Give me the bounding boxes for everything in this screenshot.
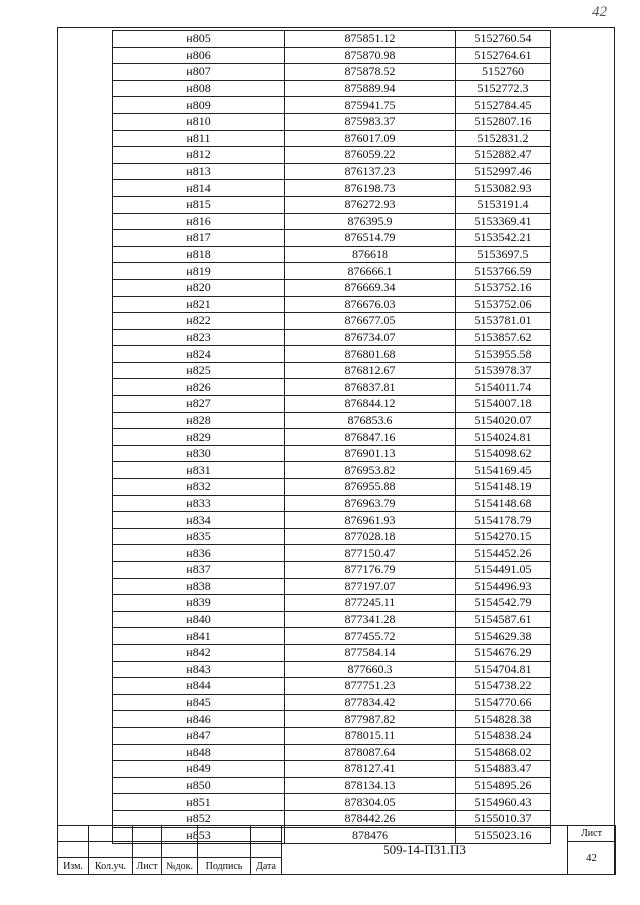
x-coordinate-cell: 876017.09 <box>285 130 456 147</box>
y-coordinate-cell: 5153766.59 <box>456 263 551 280</box>
table-row <box>113 761 551 778</box>
point-id-cell: н818 <box>113 246 285 263</box>
revision-cell <box>58 842 89 858</box>
point-id-cell: н843 <box>113 661 285 678</box>
table-row <box>113 595 551 612</box>
page-number-handwritten: 42 <box>592 4 607 20</box>
y-coordinate-cell: 5154098.62 <box>456 445 551 462</box>
point-id-cell: н821 <box>113 296 285 313</box>
table-row <box>113 180 551 197</box>
table-row <box>113 794 551 811</box>
point-id-cell: н822 <box>113 313 285 330</box>
point-id-cell: н841 <box>113 628 285 645</box>
point-id-cell: н851 <box>113 794 285 811</box>
sheet-label: Лист <box>568 826 616 842</box>
x-coordinate-cell: 875851.12 <box>285 31 456 48</box>
point-id-cell: н819 <box>113 263 285 280</box>
x-coordinate-cell: 876676.03 <box>285 296 456 313</box>
y-coordinate-cell: 5154704.81 <box>456 661 551 678</box>
point-id-cell: н830 <box>113 445 285 462</box>
x-coordinate-cell: 877660.3 <box>285 661 456 678</box>
x-coordinate-cell: 876669.34 <box>285 279 456 296</box>
point-id-cell: н834 <box>113 512 285 529</box>
point-id-cell: н835 <box>113 528 285 545</box>
x-coordinate-cell: 876963.79 <box>285 495 456 512</box>
table-row <box>113 362 551 379</box>
x-coordinate-cell: 877150.47 <box>285 545 456 562</box>
x-coordinate-cell: 878015.11 <box>285 727 456 744</box>
point-id-cell: н853 <box>113 827 285 844</box>
y-coordinate-cell: 5154542.79 <box>456 595 551 612</box>
y-coordinate-cell: 5154676.29 <box>456 644 551 661</box>
point-id-cell: н813 <box>113 163 285 180</box>
point-id-cell: н817 <box>113 230 285 247</box>
table-row <box>113 445 551 462</box>
table-row <box>113 429 551 446</box>
y-coordinate-cell: 5154496.93 <box>456 578 551 595</box>
x-coordinate-cell: 876961.93 <box>285 512 456 529</box>
point-id-cell: н812 <box>113 147 285 164</box>
point-id-cell: н833 <box>113 495 285 512</box>
point-id-cell: н806 <box>113 47 285 64</box>
point-id-cell: н839 <box>113 595 285 612</box>
revision-cell <box>251 842 282 858</box>
y-coordinate-cell: 5153697.5 <box>456 246 551 263</box>
y-coordinate-cell: 5153781.01 <box>456 313 551 330</box>
y-coordinate-cell: 5152807.16 <box>456 113 551 130</box>
point-id-cell: н844 <box>113 678 285 695</box>
y-coordinate-cell: 5154007.18 <box>456 396 551 413</box>
x-coordinate-cell: 877584.14 <box>285 644 456 661</box>
table-row <box>113 512 551 529</box>
y-coordinate-cell: 5152760.54 <box>456 31 551 48</box>
y-coordinate-cell: 5152764.61 <box>456 47 551 64</box>
y-coordinate-cell: 5153978.37 <box>456 362 551 379</box>
table-row <box>113 727 551 744</box>
table-row <box>113 279 551 296</box>
revision-cell <box>198 826 251 842</box>
point-id-cell: н829 <box>113 429 285 446</box>
point-id-cell: н811 <box>113 130 285 147</box>
y-coordinate-cell: 5153752.06 <box>456 296 551 313</box>
x-coordinate-cell: 876272.93 <box>285 196 456 213</box>
point-id-cell: н825 <box>113 362 285 379</box>
point-id-cell: н836 <box>113 545 285 562</box>
sheet-number: 42 <box>568 842 616 875</box>
x-coordinate-cell: 877028.18 <box>285 528 456 545</box>
point-id-cell: н840 <box>113 611 285 628</box>
x-coordinate-cell: 876837.81 <box>285 379 456 396</box>
point-id-cell: н849 <box>113 761 285 778</box>
table-row <box>113 562 551 579</box>
y-coordinate-cell: 5154629.38 <box>456 628 551 645</box>
x-coordinate-cell: 876955.88 <box>285 479 456 496</box>
x-coordinate-cell: 875870.98 <box>285 47 456 64</box>
table-row <box>113 628 551 645</box>
y-coordinate-cell: 5154960.43 <box>456 794 551 811</box>
x-coordinate-cell: 877751.23 <box>285 678 456 695</box>
point-id-cell: н831 <box>113 462 285 479</box>
table-row <box>113 777 551 794</box>
y-coordinate-cell: 5152997.46 <box>456 163 551 180</box>
x-coordinate-cell: 876514.79 <box>285 230 456 247</box>
y-coordinate-cell: 5155010.37 <box>456 810 551 827</box>
x-coordinate-cell: 878087.64 <box>285 744 456 761</box>
stamp-label-change: Изм. <box>58 858 89 875</box>
point-id-cell: н807 <box>113 64 285 81</box>
point-id-cell: н814 <box>113 180 285 197</box>
table-row <box>113 196 551 213</box>
point-id-cell: н815 <box>113 196 285 213</box>
x-coordinate-cell: 876844.12 <box>285 396 456 413</box>
point-id-cell: н847 <box>113 727 285 744</box>
y-coordinate-cell: 5154270.15 <box>456 528 551 545</box>
point-id-cell: н826 <box>113 379 285 396</box>
point-id-cell: н828 <box>113 412 285 429</box>
y-coordinate-cell: 5153752.16 <box>456 279 551 296</box>
y-coordinate-cell: 5154828.38 <box>456 711 551 728</box>
point-id-cell: н832 <box>113 479 285 496</box>
y-coordinate-cell: 5154883.47 <box>456 761 551 778</box>
table-row <box>113 711 551 728</box>
y-coordinate-cell: 5154452.26 <box>456 545 551 562</box>
table-row <box>113 246 551 263</box>
x-coordinate-cell: 875889.94 <box>285 80 456 97</box>
x-coordinate-cell: 877176.79 <box>285 562 456 579</box>
table-row <box>113 396 551 413</box>
y-coordinate-cell: 5152772.3 <box>456 80 551 97</box>
x-coordinate-cell: 877987.82 <box>285 711 456 728</box>
table-row <box>113 147 551 164</box>
point-id-cell: н809 <box>113 97 285 114</box>
revision-cell <box>58 826 89 842</box>
table-row <box>113 479 551 496</box>
x-coordinate-cell: 878442.26 <box>285 810 456 827</box>
table-row <box>113 329 551 346</box>
stamp-label-doc-no: №док. <box>162 858 198 875</box>
x-coordinate-cell: 876953.82 <box>285 462 456 479</box>
table-row <box>113 661 551 678</box>
table-row <box>113 545 551 562</box>
revision-cell <box>89 826 133 842</box>
y-coordinate-cell: 5153082.93 <box>456 180 551 197</box>
y-coordinate-cell: 5153369.41 <box>456 213 551 230</box>
x-coordinate-cell: 876198.73 <box>285 180 456 197</box>
revision-cell <box>198 842 251 858</box>
table-row <box>113 296 551 313</box>
point-id-cell: н810 <box>113 113 285 130</box>
coordinates-table-body <box>113 31 551 844</box>
x-coordinate-cell: 876666.1 <box>285 263 456 280</box>
coordinates-table <box>112 30 551 844</box>
point-id-cell: н827 <box>113 396 285 413</box>
y-coordinate-cell: 5154838.24 <box>456 727 551 744</box>
x-coordinate-cell: 876677.05 <box>285 313 456 330</box>
table-row <box>113 346 551 363</box>
table-row <box>113 313 551 330</box>
x-coordinate-cell: 877834.42 <box>285 694 456 711</box>
x-coordinate-cell: 876395.9 <box>285 213 456 230</box>
y-coordinate-cell: 5152784.45 <box>456 97 551 114</box>
point-id-cell: н823 <box>113 329 285 346</box>
point-id-cell: н842 <box>113 644 285 661</box>
y-coordinate-cell: 5154178.79 <box>456 512 551 529</box>
x-coordinate-cell: 875878.52 <box>285 64 456 81</box>
y-coordinate-cell: 5153857.62 <box>456 329 551 346</box>
point-id-cell: н848 <box>113 744 285 761</box>
stamp-label-date: Дата <box>251 858 282 875</box>
x-coordinate-cell: 876059.22 <box>285 147 456 164</box>
point-id-cell: н846 <box>113 711 285 728</box>
table-row <box>113 528 551 545</box>
x-coordinate-cell: 877245.11 <box>285 595 456 612</box>
document-code: 509-14-П31.П3 <box>282 826 568 875</box>
x-coordinate-cell: 876901.13 <box>285 445 456 462</box>
stamp-label-sheet: Лист <box>133 858 162 875</box>
y-coordinate-cell: 5154011.74 <box>456 379 551 396</box>
revision-cell <box>133 826 162 842</box>
x-coordinate-cell: 878134.13 <box>285 777 456 794</box>
table-row <box>113 64 551 81</box>
x-coordinate-cell: 877197.07 <box>285 578 456 595</box>
point-id-cell: н837 <box>113 562 285 579</box>
point-id-cell: н805 <box>113 31 285 48</box>
point-id-cell: н852 <box>113 810 285 827</box>
revision-cell <box>162 842 198 858</box>
point-id-cell: н850 <box>113 777 285 794</box>
table-row <box>113 163 551 180</box>
y-coordinate-cell: 5153955.58 <box>456 346 551 363</box>
revision-cell <box>133 842 162 858</box>
x-coordinate-cell: 878476 <box>285 827 456 844</box>
x-coordinate-cell: 876853.6 <box>285 412 456 429</box>
point-id-cell: н808 <box>113 80 285 97</box>
table-row <box>113 694 551 711</box>
x-coordinate-cell: 876801.68 <box>285 346 456 363</box>
x-coordinate-cell: 877341.28 <box>285 611 456 628</box>
table-row <box>113 97 551 114</box>
table-row <box>113 213 551 230</box>
y-coordinate-cell: 5152882.47 <box>456 147 551 164</box>
table-row <box>113 578 551 595</box>
y-coordinate-cell: 5155023.16 <box>456 827 551 844</box>
stamp-label-count: Кол.уч. <box>89 858 133 875</box>
y-coordinate-cell: 5154148.68 <box>456 495 551 512</box>
x-coordinate-cell: 876812.67 <box>285 362 456 379</box>
table-row <box>113 130 551 147</box>
table-row <box>113 462 551 479</box>
table-row <box>113 412 551 429</box>
point-id-cell: н824 <box>113 346 285 363</box>
y-coordinate-cell: 5152831.2 <box>456 130 551 147</box>
x-coordinate-cell: 876137.23 <box>285 163 456 180</box>
stamp-label-signature: Подпись <box>198 858 251 875</box>
x-coordinate-cell: 875983.37 <box>285 113 456 130</box>
table-row <box>113 644 551 661</box>
y-coordinate-cell: 5152760 <box>456 64 551 81</box>
table-row <box>113 379 551 396</box>
table-row <box>113 47 551 64</box>
revision-cell <box>162 826 198 842</box>
x-coordinate-cell: 876847.16 <box>285 429 456 446</box>
y-coordinate-cell: 5154770.66 <box>456 694 551 711</box>
revision-cell <box>89 842 133 858</box>
y-coordinate-cell: 5154148.19 <box>456 479 551 496</box>
title-block <box>57 825 616 875</box>
y-coordinate-cell: 5154587.61 <box>456 611 551 628</box>
table-row <box>113 113 551 130</box>
table-row <box>113 230 551 247</box>
x-coordinate-cell: 877455.72 <box>285 628 456 645</box>
y-coordinate-cell: 5154491.05 <box>456 562 551 579</box>
x-coordinate-cell: 878127.41 <box>285 761 456 778</box>
table-row <box>113 80 551 97</box>
point-id-cell: н838 <box>113 578 285 595</box>
x-coordinate-cell: 876734.07 <box>285 329 456 346</box>
x-coordinate-cell: 878304.05 <box>285 794 456 811</box>
x-coordinate-cell: 876618 <box>285 246 456 263</box>
table-row <box>113 31 551 48</box>
point-id-cell: н816 <box>113 213 285 230</box>
y-coordinate-cell: 5154868.02 <box>456 744 551 761</box>
table-row <box>113 744 551 761</box>
revision-cell <box>251 826 282 842</box>
y-coordinate-cell: 5154169.45 <box>456 462 551 479</box>
table-row <box>113 495 551 512</box>
y-coordinate-cell: 5154024.81 <box>456 429 551 446</box>
y-coordinate-cell: 5154895.26 <box>456 777 551 794</box>
point-id-cell: н845 <box>113 694 285 711</box>
y-coordinate-cell: 5153542.21 <box>456 230 551 247</box>
table-row <box>113 263 551 280</box>
x-coordinate-cell: 875941.75 <box>285 97 456 114</box>
y-coordinate-cell: 5153191.4 <box>456 196 551 213</box>
point-id-cell: н820 <box>113 279 285 296</box>
y-coordinate-cell: 5154020.07 <box>456 412 551 429</box>
table-row <box>113 611 551 628</box>
y-coordinate-cell: 5154738.22 <box>456 678 551 695</box>
table-row <box>113 678 551 695</box>
